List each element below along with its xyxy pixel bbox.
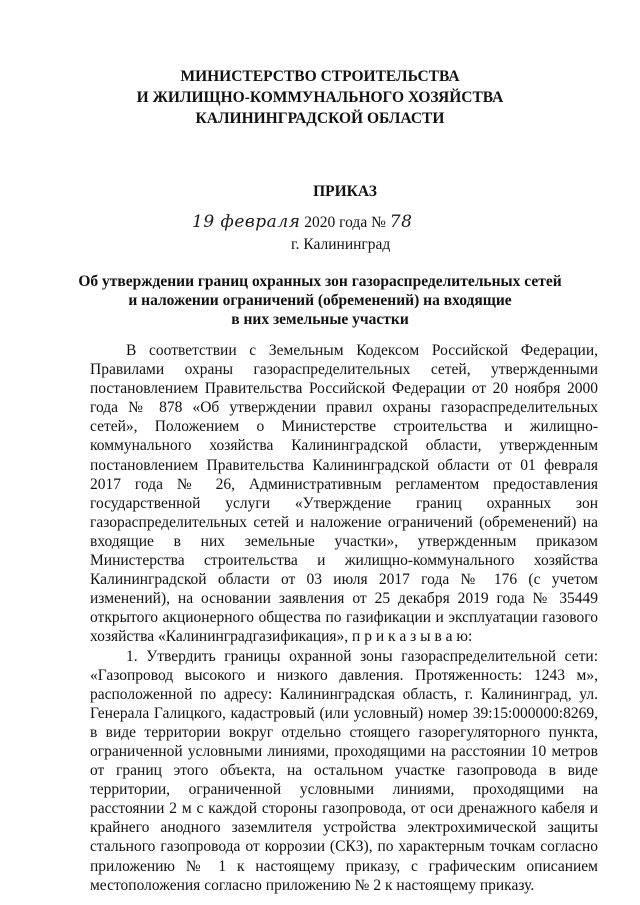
subject-line-1: Об утверждении границ охранных зон газораспределительных сетей [78, 273, 562, 290]
order-title: ПРИКАЗ [313, 183, 377, 200]
subject-line-3: в них земельные участки [231, 311, 409, 328]
handwritten-number: 78 [389, 212, 413, 232]
ministry-line-2: И ЖИЛИЩНО-КОММУНАЛЬНОГО ХОЗЯЙСТВА [136, 89, 504, 106]
body-paragraph-preamble: В соответствии с Земельным Кодексом Российской Федерации, Правилами охраны газораспределительных сетей, утвержденными постановлением Правительства Российской Федерации от 20 ноября 2000 года № 878 «Об утверждении правил охраны газораспределительных сетей», Положением о Министерстве строительства и жилищно-коммунального хозяйства Калининградской области, утвержденным постановлением Правительства Калининградской области от 01 февраля 2017 года № 26, Административным регламентом предоставления государственной услуги «Утверждение границ охранных зон газораспределительных сетей и наложение ограничений (обременений) на входящие в них земельные участки», утвержденным приказом Министерства строительства и жилищно-коммунального хозяйства Калининградской области от 03 июля 2017 года № 176 (с учетом изменений), на основании заявления от 25 декабря 2019 года № 35449 открытого акционерного общества по газификации и эксплуатации газового хозяйства «Калининградгазификация», п р и к а з ы в а ю: [90, 342, 598, 646]
handwritten-date: 19 февраля [192, 212, 301, 232]
printed-date: 2020 года № [304, 214, 386, 231]
subject-line-2: и наложении ограничений (обременений) на входящие [128, 292, 512, 309]
order-date-line [192, 212, 412, 232]
ministry-line-3: КАЛИНИНГРАДСКОЙ ОБЛАСТИ [195, 110, 445, 127]
order-city: г. Калининград [291, 236, 391, 253]
order-subject [0, 272, 640, 329]
ministry-line-1: МИНИСТЕРСТВО СТРОИТЕЛЬСТВА [180, 68, 460, 85]
ministry-header [0, 66, 640, 129]
order-body [90, 341, 598, 895]
body-paragraph-item-1: 1. Утвердить границы охранной зоны газораспределительной сети: «Газопровод высокого и низкого давления. Протяженность: 1243 м», расположенной по адресу: Калининградская область, г. Калининград, ул. Генерала Галицкого, кадастровый (или условный) номер 39:15:000000:8269, в виде территории вокруг отдельно стоящего газорегуляторного пункта, ограниченной условными линиями, проходящими на расстоянии 10 метров от границ этого объекта, на остальном участке газопровода в виде территории, ограниченной условными линиями, проходящими на расстоянии 2 м с каждой стороны газопровода, от оси дренажного кабеля и крайнего анодного заземлителя устройства электрохимической защиты стального газопровода от коррозии (СКЗ), по характерным точкам согласно приложению № 1 к настоящему приказу, с графическим описанием местоположения согласно приложению № 2 к настоящему приказу. [90, 647, 598, 894]
